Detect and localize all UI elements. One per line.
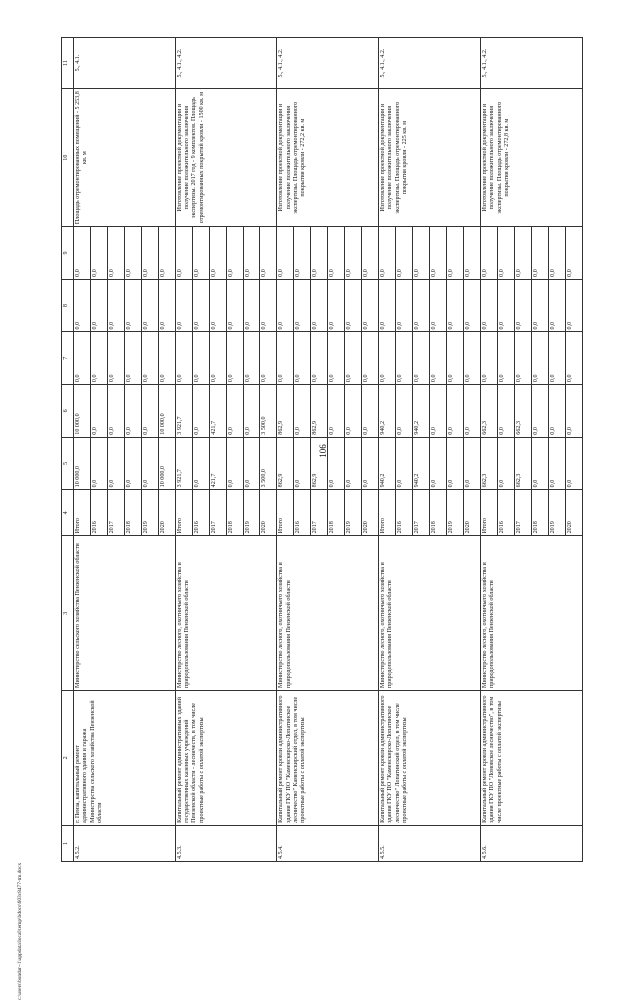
value-local: 0,0 bbox=[124, 279, 141, 332]
row-reference: 5., 4.1., 4.2. bbox=[175, 38, 277, 89]
value-total: 940,2 bbox=[413, 437, 430, 490]
value-regional: 0,0 bbox=[141, 385, 158, 438]
column-header: 8 bbox=[62, 279, 74, 332]
value-regional: 862,9 bbox=[277, 385, 294, 438]
value-other: 0,0 bbox=[243, 227, 260, 280]
value-regional: 10 000,0 bbox=[158, 385, 175, 438]
column-header: 6 bbox=[62, 385, 74, 438]
value-other: 0,0 bbox=[226, 227, 243, 280]
value-local: 0,0 bbox=[243, 279, 260, 332]
value-total: 0,0 bbox=[531, 437, 548, 490]
value-other: 0,0 bbox=[277, 227, 294, 280]
table-header-row bbox=[62, 38, 74, 862]
value-other: 0,0 bbox=[209, 227, 226, 280]
value-total: 0,0 bbox=[463, 437, 480, 490]
value-total: 421,7 bbox=[209, 437, 226, 490]
value-other: 0,0 bbox=[379, 227, 396, 280]
value-total: 662,3 bbox=[480, 437, 497, 490]
value-local: 0,0 bbox=[226, 279, 243, 332]
row-result: Изготовление проектной документации и получение положительного заключения экспертизы. Площадь отремонтированного покрытия кровли - 272,2 кв. м bbox=[277, 89, 379, 227]
value-other: 0,0 bbox=[175, 227, 192, 280]
value-federal: 0,0 bbox=[226, 332, 243, 385]
value-federal: 0,0 bbox=[141, 332, 158, 385]
value-federal: 0,0 bbox=[514, 332, 531, 385]
row-event-name: Капитальный ремонт кровли административного здания ГКУ ПО "Каменскирско-Лопатинское лесничество" Каменскирский отдел, в том числе проектные работы с оплатой экспертизы bbox=[277, 690, 379, 825]
value-total: 10 000,0 bbox=[158, 437, 175, 490]
value-federal: 0,0 bbox=[90, 332, 107, 385]
value-regional: 3 500,0 bbox=[260, 385, 277, 438]
year-label: Итого bbox=[74, 490, 91, 536]
value-total: 0,0 bbox=[107, 437, 124, 490]
value-federal: 0,0 bbox=[480, 332, 497, 385]
table-row bbox=[480, 38, 497, 862]
year-label: 2020 bbox=[260, 490, 277, 536]
value-local: 0,0 bbox=[74, 279, 91, 332]
value-federal: 0,0 bbox=[328, 332, 345, 385]
value-local: 0,0 bbox=[480, 279, 497, 332]
year-label: 2016 bbox=[90, 490, 107, 536]
value-federal: 0,0 bbox=[396, 332, 413, 385]
value-other: 0,0 bbox=[396, 227, 413, 280]
column-header: 1 bbox=[62, 825, 74, 861]
year-label: 2020 bbox=[158, 490, 175, 536]
value-regional: 0,0 bbox=[226, 385, 243, 438]
value-regional: 0,0 bbox=[124, 385, 141, 438]
column-header: 7 bbox=[62, 332, 74, 385]
row-number: 4.5.2. bbox=[74, 825, 176, 861]
value-local: 0,0 bbox=[548, 279, 565, 332]
year-label: 2020 bbox=[463, 490, 480, 536]
value-other: 0,0 bbox=[413, 227, 430, 280]
value-federal: 0,0 bbox=[124, 332, 141, 385]
value-local: 0,0 bbox=[175, 279, 192, 332]
year-label: 2016 bbox=[497, 490, 514, 536]
value-other: 0,0 bbox=[446, 227, 463, 280]
value-federal: 0,0 bbox=[413, 332, 430, 385]
value-federal: 0,0 bbox=[362, 332, 379, 385]
value-local: 0,0 bbox=[107, 279, 124, 332]
row-result: Изготовление проектной документации и получение положительного заключения экспертизы. Площадь отремонтированного покрытия кровли - 272,8 кв. м bbox=[480, 89, 582, 227]
value-local: 0,0 bbox=[413, 279, 430, 332]
value-other: 0,0 bbox=[90, 227, 107, 280]
year-label: 2020 bbox=[565, 490, 582, 536]
value-total: 0,0 bbox=[565, 437, 582, 490]
value-other: 0,0 bbox=[158, 227, 175, 280]
year-label: 2018 bbox=[226, 490, 243, 536]
year-label: 2019 bbox=[446, 490, 463, 536]
value-other: 0,0 bbox=[497, 227, 514, 280]
value-federal: 0,0 bbox=[260, 332, 277, 385]
value-total: 862,9 bbox=[311, 437, 328, 490]
value-regional: 0,0 bbox=[243, 385, 260, 438]
value-other: 0,0 bbox=[74, 227, 91, 280]
value-regional: 0,0 bbox=[497, 385, 514, 438]
value-regional: 662,3 bbox=[480, 385, 497, 438]
value-other: 0,0 bbox=[463, 227, 480, 280]
value-local: 0,0 bbox=[531, 279, 548, 332]
value-other: 0,0 bbox=[260, 227, 277, 280]
row-reference: 5., 4.1., 4.2. bbox=[379, 38, 481, 89]
value-local: 0,0 bbox=[362, 279, 379, 332]
year-label: 2017 bbox=[514, 490, 531, 536]
value-total: 0,0 bbox=[430, 437, 447, 490]
value-other: 0,0 bbox=[328, 227, 345, 280]
value-total: 0,0 bbox=[226, 437, 243, 490]
value-federal: 0,0 bbox=[158, 332, 175, 385]
year-label: Итого bbox=[379, 490, 396, 536]
row-reference: 5., 4.1., 4.2. bbox=[480, 38, 582, 89]
budget-table bbox=[61, 37, 583, 862]
value-federal: 0,0 bbox=[548, 332, 565, 385]
value-local: 0,0 bbox=[158, 279, 175, 332]
year-label: Итого bbox=[175, 490, 192, 536]
rotated-table-sheet bbox=[61, 37, 583, 862]
value-total: 0,0 bbox=[192, 437, 209, 490]
column-header: 9 bbox=[62, 227, 74, 280]
year-label: 2017 bbox=[107, 490, 124, 536]
value-federal: 0,0 bbox=[74, 332, 91, 385]
page-number: 106 bbox=[318, 444, 328, 458]
row-executor: Министерство сельского хозяйства Пензенской области bbox=[74, 536, 176, 691]
value-federal: 0,0 bbox=[531, 332, 548, 385]
value-federal: 0,0 bbox=[345, 332, 362, 385]
value-regional: 940,2 bbox=[379, 385, 396, 438]
value-regional: 940,2 bbox=[413, 385, 430, 438]
value-regional: 0,0 bbox=[345, 385, 362, 438]
value-local: 0,0 bbox=[396, 279, 413, 332]
value-total: 0,0 bbox=[328, 437, 345, 490]
value-local: 0,0 bbox=[463, 279, 480, 332]
year-label: Итого bbox=[480, 490, 497, 536]
value-regional: 0,0 bbox=[396, 385, 413, 438]
value-local: 0,0 bbox=[277, 279, 294, 332]
table-row bbox=[277, 38, 294, 862]
row-number: 4.5.5. bbox=[379, 825, 481, 861]
value-total: 0,0 bbox=[243, 437, 260, 490]
year-label: 2019 bbox=[345, 490, 362, 536]
value-federal: 0,0 bbox=[277, 332, 294, 385]
value-regional: 0,0 bbox=[362, 385, 379, 438]
value-local: 0,0 bbox=[345, 279, 362, 332]
row-reference: 5., 4.1., 4.2. bbox=[277, 38, 379, 89]
column-header: 5 bbox=[62, 437, 74, 490]
value-total: 10 000,0 bbox=[74, 437, 91, 490]
value-local: 0,0 bbox=[497, 279, 514, 332]
value-regional: 0,0 bbox=[328, 385, 345, 438]
row-executor: Министерство лесного, охотничьего хозяйства и природопользования Пензенской области bbox=[480, 536, 582, 691]
value-federal: 0,0 bbox=[497, 332, 514, 385]
year-label: 2018 bbox=[124, 490, 141, 536]
value-local: 0,0 bbox=[141, 279, 158, 332]
value-total: 3 921,7 bbox=[175, 437, 192, 490]
value-other: 0,0 bbox=[124, 227, 141, 280]
column-header: 4 bbox=[62, 490, 74, 536]
value-regional: 0,0 bbox=[192, 385, 209, 438]
value-other: 0,0 bbox=[311, 227, 328, 280]
value-regional: 0,0 bbox=[446, 385, 463, 438]
table-row bbox=[175, 38, 192, 862]
value-local: 0,0 bbox=[209, 279, 226, 332]
value-federal: 0,0 bbox=[430, 332, 447, 385]
row-executor: Министерство лесного, охотничьего хозяйства и природопользования Пензенской области bbox=[379, 536, 481, 691]
value-local: 0,0 bbox=[90, 279, 107, 332]
value-total: 0,0 bbox=[345, 437, 362, 490]
value-total: 0,0 bbox=[124, 437, 141, 490]
row-event-name: г. Пенза, капитальный ремонт административного здания и гаража Министерства сельского хозяйства Пензенской области bbox=[74, 690, 176, 825]
year-label: 2016 bbox=[192, 490, 209, 536]
row-event-name: Капитальный ремонт административных зданий государственных казенных учреждений Пензенской области - лесничеств, в том числе проектные работы с оплатой экспертизы bbox=[175, 690, 277, 825]
row-number: 4.5.4. bbox=[277, 825, 379, 861]
value-total: 0,0 bbox=[90, 437, 107, 490]
value-total: 3 500,0 bbox=[260, 437, 277, 490]
value-other: 0,0 bbox=[294, 227, 311, 280]
row-number: 4.5.3. bbox=[175, 825, 277, 861]
value-total: 0,0 bbox=[446, 437, 463, 490]
year-label: 2019 bbox=[548, 490, 565, 536]
footer-file-path: c:\users\bondar~1\appdata\local\temp\bdocs\603c8477-tm.docx bbox=[17, 862, 23, 1000]
value-local: 0,0 bbox=[328, 279, 345, 332]
value-federal: 0,0 bbox=[565, 332, 582, 385]
value-regional: 3 921,7 bbox=[175, 385, 192, 438]
value-regional: 0,0 bbox=[430, 385, 447, 438]
value-local: 0,0 bbox=[430, 279, 447, 332]
value-regional: 0,0 bbox=[565, 385, 582, 438]
column-header: 10 bbox=[62, 89, 74, 227]
year-label: 2016 bbox=[294, 490, 311, 536]
value-federal: 0,0 bbox=[446, 332, 463, 385]
row-executor: Министерство лесного, охотничьего хозяйства и природопользования Пензенской области bbox=[277, 536, 379, 691]
year-label: 2017 bbox=[413, 490, 430, 536]
table-row bbox=[379, 38, 396, 862]
row-result: Изготовление проектной документации и получение положительного заключения экспертизы. 2017 год - 9 комплектов. Площадь отремонтированных покрытий кровли - 1500 кв. м bbox=[175, 89, 277, 227]
value-regional: 0,0 bbox=[548, 385, 565, 438]
value-federal: 0,0 bbox=[243, 332, 260, 385]
row-event-name: Капитальный ремонт кровли административного здания ГКУ ПО "Ломовское лесничество", в том числе проектные работы с оплатой экспертизы bbox=[480, 690, 582, 825]
value-federal: 0,0 bbox=[294, 332, 311, 385]
value-total: 0,0 bbox=[141, 437, 158, 490]
value-total: 862,9 bbox=[277, 437, 294, 490]
row-event-name: Капитальный ремонт кровли административного здания ГКУ ПО "Каменскирско-Лопатинское лесничество" Лопатинский отдел, в том числе проектные работы с оплатой экспертизы bbox=[379, 690, 481, 825]
value-federal: 0,0 bbox=[209, 332, 226, 385]
year-label: 2017 bbox=[311, 490, 328, 536]
value-regional: 0,0 bbox=[107, 385, 124, 438]
value-total: 940,2 bbox=[379, 437, 396, 490]
value-federal: 0,0 bbox=[311, 332, 328, 385]
value-local: 0,0 bbox=[379, 279, 396, 332]
value-local: 0,0 bbox=[260, 279, 277, 332]
value-regional: 0,0 bbox=[90, 385, 107, 438]
value-federal: 0,0 bbox=[175, 332, 192, 385]
value-other: 0,0 bbox=[565, 227, 582, 280]
value-other: 0,0 bbox=[430, 227, 447, 280]
year-label: 2018 bbox=[430, 490, 447, 536]
year-label: 2016 bbox=[396, 490, 413, 536]
value-total: 0,0 bbox=[396, 437, 413, 490]
value-federal: 0,0 bbox=[379, 332, 396, 385]
value-other: 0,0 bbox=[141, 227, 158, 280]
row-executor: Министерство лесного, охотничьего хозяйства и природопользования Пензенской области bbox=[175, 536, 277, 691]
year-label: 2019 bbox=[243, 490, 260, 536]
value-local: 0,0 bbox=[294, 279, 311, 332]
row-reference: 5., 4.1. bbox=[74, 38, 176, 89]
year-label: 2019 bbox=[141, 490, 158, 536]
row-result: Изготовление проектной документации и получение положительного заключения экспертизы. Площадь отремонтированного покрытия кровли - 225 кв. м bbox=[379, 89, 481, 227]
value-regional: 10 000,0 bbox=[74, 385, 91, 438]
value-local: 0,0 bbox=[446, 279, 463, 332]
value-total: 0,0 bbox=[497, 437, 514, 490]
value-other: 0,0 bbox=[345, 227, 362, 280]
year-label: Итого bbox=[277, 490, 294, 536]
value-regional: 662,3 bbox=[514, 385, 531, 438]
value-local: 0,0 bbox=[311, 279, 328, 332]
value-other: 0,0 bbox=[480, 227, 497, 280]
column-header: 3 bbox=[62, 536, 74, 691]
column-header: 2 bbox=[62, 690, 74, 825]
year-label: 2018 bbox=[328, 490, 345, 536]
value-regional: 0,0 bbox=[294, 385, 311, 438]
value-regional: 421,7 bbox=[209, 385, 226, 438]
value-other: 0,0 bbox=[514, 227, 531, 280]
value-other: 0,0 bbox=[362, 227, 379, 280]
value-other: 0,0 bbox=[531, 227, 548, 280]
value-local: 0,0 bbox=[514, 279, 531, 332]
value-local: 0,0 bbox=[565, 279, 582, 332]
value-other: 0,0 bbox=[107, 227, 124, 280]
value-total: 0,0 bbox=[294, 437, 311, 490]
column-header: 11 bbox=[62, 38, 74, 89]
value-regional: 0,0 bbox=[463, 385, 480, 438]
value-regional: 862,9 bbox=[311, 385, 328, 438]
value-total: 0,0 bbox=[548, 437, 565, 490]
value-local: 0,0 bbox=[192, 279, 209, 332]
year-label: 2020 bbox=[362, 490, 379, 536]
value-regional: 0,0 bbox=[531, 385, 548, 438]
value-federal: 0,0 bbox=[463, 332, 480, 385]
value-federal: 0,0 bbox=[192, 332, 209, 385]
value-total: 0,0 bbox=[362, 437, 379, 490]
row-result: Площадь отремонтированных помещений - 5 253,8 кв. м bbox=[74, 89, 176, 227]
table-row bbox=[74, 38, 91, 862]
year-label: 2017 bbox=[209, 490, 226, 536]
year-label: 2018 bbox=[531, 490, 548, 536]
row-number: 4.5.6. bbox=[480, 825, 582, 861]
value-other: 0,0 bbox=[192, 227, 209, 280]
value-federal: 0,0 bbox=[107, 332, 124, 385]
value-other: 0,0 bbox=[548, 227, 565, 280]
value-total: 662,3 bbox=[514, 437, 531, 490]
